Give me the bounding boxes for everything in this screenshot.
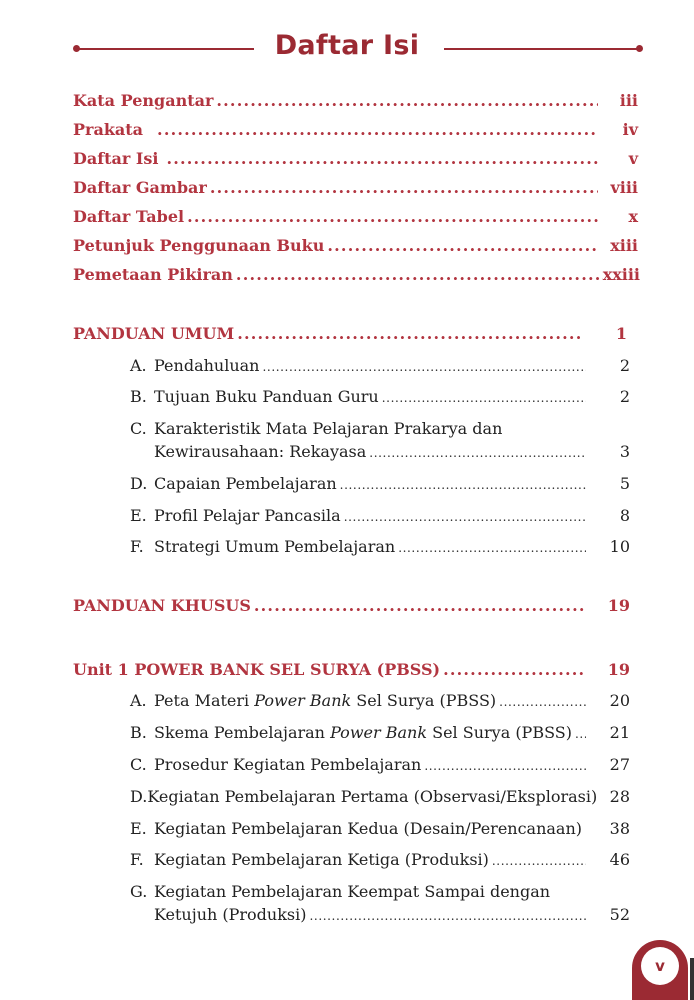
title-rule-dot-right [636, 45, 643, 52]
leader-dots [575, 727, 586, 741]
toc-page: iv [622, 120, 638, 139]
toc-subentry[interactable] [130, 506, 630, 525]
toc-label: Kegiatan Pembelajaran Ketiga (Produksi) [154, 850, 489, 869]
item-letter: C. [130, 755, 147, 774]
toc-page: 38 [609, 819, 630, 838]
toc-subentry-line2[interactable] [154, 442, 630, 461]
leader-dots [424, 759, 586, 773]
toc-page: 8 [619, 506, 630, 525]
toc-section-panduan-umum[interactable] [73, 324, 627, 343]
leader-dots [262, 360, 586, 374]
toc-entry-petunjuk[interactable] [73, 236, 638, 255]
leader-dots [216, 91, 598, 110]
toc-page: 5 [619, 474, 630, 493]
toc-label: Tujuan Buku Panduan Guru [154, 387, 379, 406]
toc-page: 2 [619, 387, 630, 406]
item-letter: B. [130, 387, 147, 406]
page-number: v [641, 947, 679, 985]
leader-dots [237, 324, 583, 343]
toc-page: viii [610, 178, 638, 197]
toc-label: Capaian Pembelajaran [154, 474, 337, 493]
item-letter: E. [130, 506, 147, 525]
toc-page: 19 [607, 660, 630, 679]
leader-dots [398, 541, 586, 555]
leader-dots [166, 149, 598, 168]
leader-dots [443, 660, 586, 679]
toc-subentry[interactable] [130, 819, 630, 838]
toc-page: 52 [609, 905, 630, 924]
item-letter: D. [130, 474, 148, 493]
toc-label: Ketujuh (Produksi) [154, 905, 307, 924]
title-rule-right [444, 48, 640, 50]
toc-subentry[interactable] [130, 474, 630, 493]
leader-dots [340, 478, 586, 492]
toc-label-italic: Power Bank [330, 723, 428, 742]
item-letter: A. [130, 356, 147, 375]
leader-dots [585, 823, 586, 837]
item-letter: C. [130, 419, 147, 438]
toc-label: Kegiatan Pembelajaran Kedua (Desain/Perencanaan) [154, 819, 583, 838]
title-row [0, 22, 694, 72]
toc-entry-pemetaan[interactable] [73, 265, 640, 284]
page-title: Daftar Isi [274, 30, 420, 61]
toc-label: Kata Pengantar [73, 91, 214, 110]
leader-dots [187, 207, 598, 226]
toc-subentry[interactable] [130, 850, 630, 869]
toc-label: Daftar Isi [73, 149, 159, 168]
page-edge [690, 958, 694, 1000]
toc-page: 20 [609, 691, 630, 710]
toc-subentry[interactable] [130, 356, 630, 375]
toc-label: PANDUAN KHUSUS [73, 596, 251, 615]
toc-section-unit-1[interactable] [73, 660, 630, 679]
toc-subentry[interactable] [130, 691, 630, 710]
toc-page: xxiii [602, 265, 640, 284]
toc-label: Karakteristik Mata Pelajaran Prakarya dan [154, 419, 503, 438]
item-letter: B. [130, 723, 147, 742]
leader-dots [369, 446, 586, 460]
toc-label-pre: Skema Pembelajaran [154, 723, 331, 742]
toc-label: Unit 1 POWER BANK SEL SURYA (PBSS) [73, 660, 441, 679]
toc-page: x [628, 207, 638, 226]
toc-page: iii [619, 91, 638, 110]
toc-entry-daftar-gambar[interactable] [73, 178, 638, 197]
item-letter: D. [130, 787, 148, 806]
leader-dots [492, 854, 586, 868]
toc-label-italic: Power Bank [254, 691, 352, 710]
toc-label-post: Sel Surya (PBSS) [351, 691, 497, 710]
leader-dots [309, 909, 586, 923]
toc-label: Daftar Gambar [73, 178, 207, 197]
toc-label-pre: Peta Materi [154, 691, 255, 710]
leader-dots [499, 695, 586, 709]
toc-label: Profil Pelajar Pancasila [154, 506, 341, 525]
toc-page: 46 [609, 850, 630, 869]
toc-page: 19 [607, 596, 630, 615]
toc-page: 3 [619, 442, 630, 461]
leader-dots [327, 236, 598, 255]
toc-subentry-line1[interactable] [130, 882, 630, 901]
toc-label-post: Sel Surya (PBSS) [427, 723, 572, 742]
toc-subentry-line2[interactable] [154, 905, 630, 924]
toc-subentry-line1[interactable] [130, 419, 630, 438]
item-letter: F. [130, 850, 144, 869]
toc-label: PANDUAN UMUM [73, 324, 235, 343]
item-letter: A. [130, 691, 147, 710]
leader-dots [254, 596, 586, 615]
toc-page: v [628, 149, 638, 168]
item-letter: G. [130, 882, 148, 901]
toc-entry-daftar-tabel[interactable] [73, 207, 638, 226]
toc-page: 28 [609, 787, 630, 806]
item-letter: F. [130, 537, 144, 556]
toc-page: 27 [609, 755, 630, 774]
toc-label: Kewirausahaan: Rekayasa [154, 442, 367, 461]
leader-dots [210, 178, 598, 197]
leader-dots [236, 265, 603, 284]
toc-label: Prakata [73, 120, 144, 139]
leader-dots [382, 391, 586, 405]
toc-page: 21 [609, 723, 630, 742]
toc-entry-kata-pengantar[interactable] [73, 91, 638, 110]
item-letter: E. [130, 819, 147, 838]
toc-label: Kegiatan Pembelajaran Keempat Sampai dengan [154, 882, 551, 901]
toc-label: Petunjuk Penggunaan Buku [73, 236, 325, 255]
leader-dots [157, 120, 598, 139]
toc-subentry[interactable] [130, 787, 630, 806]
toc-subentry[interactable] [130, 723, 630, 742]
toc-label: Pemetaan Pikiran [73, 265, 233, 284]
toc-entry-prakata[interactable] [73, 120, 638, 139]
toc-section-panduan-khusus[interactable] [73, 596, 630, 615]
toc-subentry[interactable] [130, 387, 630, 406]
toc-label: Daftar Tabel [73, 207, 185, 226]
toc-label: Strategi Umum Pembelajaran [154, 537, 396, 556]
toc-page: xiii [610, 236, 638, 255]
toc-label: Prosedur Kegiatan Pembelajaran [154, 755, 422, 774]
toc-label: Kegiatan Pembelajaran Pertama (Observasi/Eksplorasi) [147, 787, 598, 806]
toc-subentry[interactable] [130, 537, 630, 556]
leader-dots [344, 510, 586, 524]
toc-page: 10 [609, 537, 630, 556]
toc-page: 2 [619, 356, 630, 375]
toc-page: 1 [615, 324, 627, 343]
toc-label: Pendahuluan [154, 356, 260, 375]
toc-entry-daftar-isi[interactable] [73, 149, 638, 168]
toc-subentry[interactable] [130, 755, 630, 774]
